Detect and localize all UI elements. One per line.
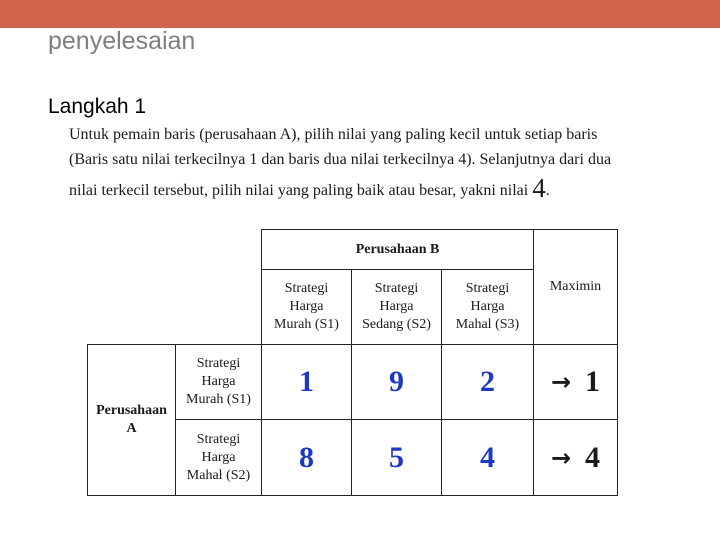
row-minimum-cell: [534, 345, 617, 419]
payoff-cell: 9: [389, 365, 404, 398]
instruction-paragraph: [69, 122, 669, 203]
column-header-s1: [262, 270, 351, 344]
row-header-line: Strategi: [196, 356, 241, 371]
row-header-line: Murah (S1): [186, 392, 251, 407]
column-header-line: Harga: [470, 299, 505, 314]
table-border: [175, 344, 176, 496]
column-header-s2: [352, 270, 441, 344]
table-border: [533, 229, 534, 496]
column-header-line: Harga: [289, 299, 324, 314]
row-group-header-line: Perusahaan: [96, 403, 167, 418]
table-border: [261, 229, 617, 230]
table-border: [261, 269, 533, 270]
row-minimum-value: 4: [585, 440, 601, 474]
row-group-header-line: A: [126, 421, 137, 436]
payoff-cell: 5: [389, 440, 404, 474]
row-minimum-cell: [534, 420, 617, 495]
column-header-line: Sedang (S2): [362, 317, 431, 332]
column-header-line: Strategi: [284, 281, 329, 296]
arrow-right-icon: →: [550, 443, 572, 472]
table-border: [617, 229, 618, 496]
payoff-cell: 2: [480, 365, 495, 398]
column-header-line: Strategi: [465, 281, 510, 296]
payoff-cell: 8: [299, 440, 314, 474]
row-header-line: Harga: [201, 449, 236, 465]
step-label: Langkah 1: [48, 95, 147, 118]
paragraph-line-1: Untuk pemain baris (perusahaan A), pilih nilai yang paling kecil untuk setiap baris: [69, 126, 598, 143]
row-header-s2: [176, 420, 261, 495]
row-header-line: Mahal (S2): [186, 467, 251, 483]
table-border: [261, 229, 262, 496]
row-minimum-value: 1: [585, 365, 601, 398]
table-border: [175, 419, 617, 420]
table-border: [87, 344, 617, 345]
highlight-value: 4: [532, 173, 546, 203]
row-group-header: [88, 345, 175, 495]
table-border: [441, 269, 442, 496]
table-border: [87, 495, 617, 496]
paragraph-line-2: (Baris satu nilai terkecilnya 1 dan baris dua nilai terkecilnya 4). Selanjutnya dari dua: [69, 151, 612, 168]
top-accent-bar: [0, 0, 720, 28]
arrow-right-icon: →: [550, 368, 572, 396]
column-header-line: Harga: [379, 299, 414, 314]
paragraph-line-3-text: nilai terkecil tersebut, pilih nilai yang paling baik atau besar, yakni nilai: [69, 182, 529, 199]
column-group-header: Perusahaan B: [355, 241, 440, 257]
maximin-header: Maximin: [549, 279, 602, 294]
column-header-line: Murah (S1): [274, 317, 339, 332]
slide-title: penyelesaian: [48, 27, 196, 55]
table-border: [87, 344, 88, 496]
paragraph-end: .: [545, 182, 550, 199]
table-border: [351, 269, 352, 496]
payoff-cell: 1: [299, 365, 314, 398]
row-header-line: Strategi: [196, 431, 241, 447]
row-header-s1: [176, 345, 261, 419]
payoff-cell: 4: [480, 440, 495, 474]
column-header-s3: [442, 270, 533, 344]
column-header-line: Strategi: [374, 281, 419, 296]
column-header-line: Mahal (S3): [455, 317, 520, 332]
row-header-line: Harga: [201, 374, 236, 389]
paragraph-line-3: [69, 173, 669, 203]
